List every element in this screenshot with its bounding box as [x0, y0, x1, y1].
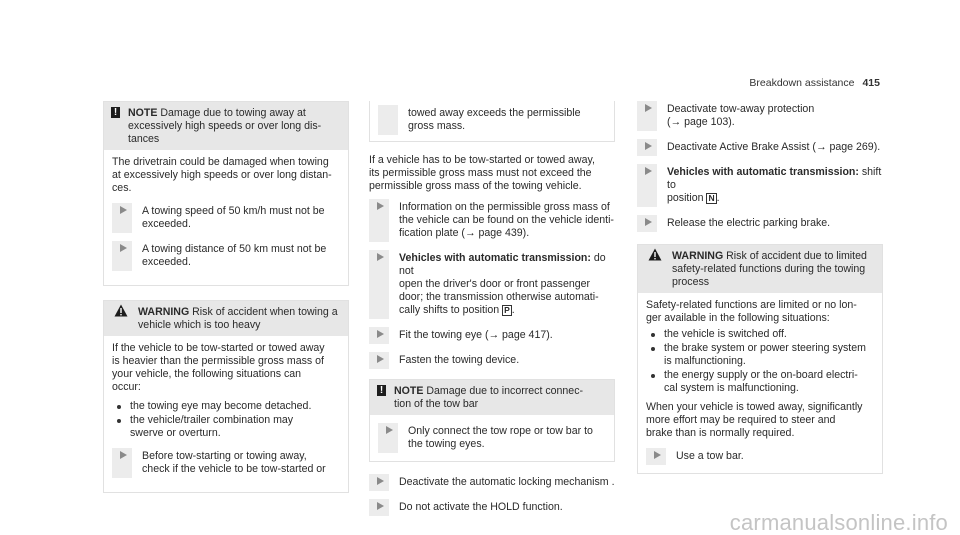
note-header: ! NOTE Damage due to incorrect connec- tion of the tow bar [370, 380, 614, 415]
step-item: Vehicles with automatic transmission: do not open the driver's door or front passenger door; the transmission otherwise automati- cally shifts to position P . [369, 250, 615, 319]
note-title-2: excessively high speeds or over long dis- [128, 120, 322, 132]
page-reference-103[interactable]: page 103). [681, 116, 735, 128]
step-arrow-icon [654, 451, 661, 459]
note-body-1: The drivetrain could be damaged when towing [112, 156, 329, 168]
note-header [104, 102, 348, 150]
warning-bullet-list [646, 328, 874, 395]
watermark: carmanualsonline.info [729, 510, 948, 535]
step-arrow-icon [645, 218, 652, 226]
step-text-2: exceeded. [142, 256, 191, 268]
note-body-2: at excessively high speeds or over long distan- [112, 169, 332, 181]
note-title-1: Damage due to towing away at [160, 107, 306, 119]
continued-box [369, 101, 615, 142]
warning-title-2: vehicle which is too heavy [138, 319, 261, 331]
step-item: Fasten the towing device. [369, 352, 615, 369]
column-1 [103, 101, 349, 493]
step-text-1: A towing distance of 50 km must not be [142, 243, 327, 255]
warning-box-heavy-vehicle [103, 300, 349, 493]
step-text-2: exceeded. [142, 218, 191, 230]
page-number: 415 [862, 77, 880, 89]
step-item: Deactivate Active Brake Assist (→ page 269). [637, 139, 883, 156]
gear-position-n-icon: N [708, 193, 715, 203]
bullet-item: the energy supply or the on-board electri- cal system is malfunctioning. [646, 369, 874, 395]
note-icon: ! [111, 107, 120, 118]
step-item: Deactivate the automatic locking mechanism . [369, 474, 615, 491]
note-icon: ! [377, 385, 386, 396]
step-item: Fit the towing eye (→ page 417). [369, 327, 615, 344]
note-label: NOTE [128, 107, 158, 119]
step-arrow-icon [377, 477, 384, 485]
bullet-item: the brake system or power steering system is malfunctioning. [646, 342, 874, 368]
step-item: Vehicles with automatic transmission: shift to position N . [637, 164, 883, 207]
page-reference-439[interactable]: page 439). [475, 227, 530, 239]
step-item [112, 241, 340, 271]
step-arrow-icon [120, 451, 127, 459]
step-arrow-icon [377, 502, 384, 510]
bullet-item: the vehicle/trailer combination may swerve or overturn. [112, 414, 340, 440]
step-item [112, 203, 340, 233]
warning-header: WARNING Risk of accident due to limited safety-related functions during the towing process [638, 245, 882, 293]
cont-text-2: gross mass. [408, 120, 466, 132]
reference-arrow: → [464, 227, 476, 239]
note-body-3: ces. [112, 182, 132, 194]
gear-position-p-icon: P [504, 305, 510, 315]
warning-body-1: If the vehicle to be tow-started or towed away [112, 342, 325, 354]
paragraph-gross-mass: If a vehicle has to be tow-started or towed away, its permissible gross mass must not exceed the permissible gross mass of the towing vehicle. [369, 154, 595, 192]
step-arrow-icon [645, 104, 652, 112]
step-arrow-icon [386, 426, 393, 434]
page-reference-417[interactable]: page 417). [499, 329, 553, 341]
page-header [749, 77, 880, 90]
step-item: Do not activate the HOLD function. [369, 499, 615, 516]
step-item: Only connect the tow rope or tow bar to the towing eyes. [378, 423, 606, 453]
step-text-1: Before tow-starting or towing away, [142, 450, 307, 462]
step-arrow-icon [377, 330, 384, 338]
section-title: Breakdown assistance [749, 77, 855, 89]
step-text-2: check if the vehicle to be tow-started or [142, 463, 326, 475]
step-arrow-icon [377, 202, 384, 210]
warning-body-4: occur: [112, 381, 141, 393]
step-arrow-icon [645, 167, 652, 175]
step-arrow-icon [120, 244, 127, 252]
note-title-3: tances [128, 133, 160, 145]
warning-box-safety-functions: WARNING Risk of accident due to limited safety-related functions during the towing process Safety-related functions are limited or no lon- ger available in the following situations: the vehicle is switched off. the brake system or power steering system is malfunctioning. the energy supply or the on-board electri- cal system is malfunctioning. When your vehicle is towed away, significantly more effort may be required to steer and brake than is normally required. Use a tow bar. [637, 244, 883, 474]
warning-body-3: your vehicle, the following situations can [112, 368, 302, 380]
warning-label: WARNING [138, 306, 190, 318]
step-item: Use a tow bar. [646, 448, 874, 465]
note-box-tow-bar [369, 379, 615, 462]
warning-triangle-icon [648, 248, 662, 261]
warning-body-2: is heavier than the permissible gross mass of [112, 355, 324, 367]
column-2 [369, 101, 615, 524]
note-box-drivetrain [103, 101, 349, 286]
step-text-1: A towing speed of 50 km/h must not be [142, 205, 325, 217]
cont-text-1: towed away exceeds the permissible [408, 107, 581, 119]
step-arrow-icon [377, 355, 384, 363]
note-body [104, 150, 348, 285]
page-reference-269[interactable]: page 269). [826, 141, 881, 153]
step-item: Release the electric parking brake. [637, 215, 883, 232]
warning-bullet-list [112, 400, 340, 440]
step-arrow-icon [645, 142, 652, 150]
warning-header [104, 301, 348, 336]
warning-body [104, 336, 348, 492]
warning-title-1: Risk of accident when towing a [192, 306, 338, 318]
step-arrow-icon [120, 206, 127, 214]
step-item: Deactivate tow-away protection (→ page 103). [637, 101, 883, 131]
column-3 [637, 101, 883, 474]
bullet-item: the towing eye may become detached. [112, 400, 340, 413]
warning-triangle-icon [114, 304, 128, 317]
bullet-item: the vehicle is switched off. [646, 328, 874, 341]
step-arrow-icon [377, 253, 384, 261]
step-item: Information on the permissible gross mass of the vehicle can be found on the vehicle identi- fication plate (→ page 439). [369, 199, 615, 242]
step-item [112, 448, 340, 478]
step-continuation [378, 105, 606, 135]
